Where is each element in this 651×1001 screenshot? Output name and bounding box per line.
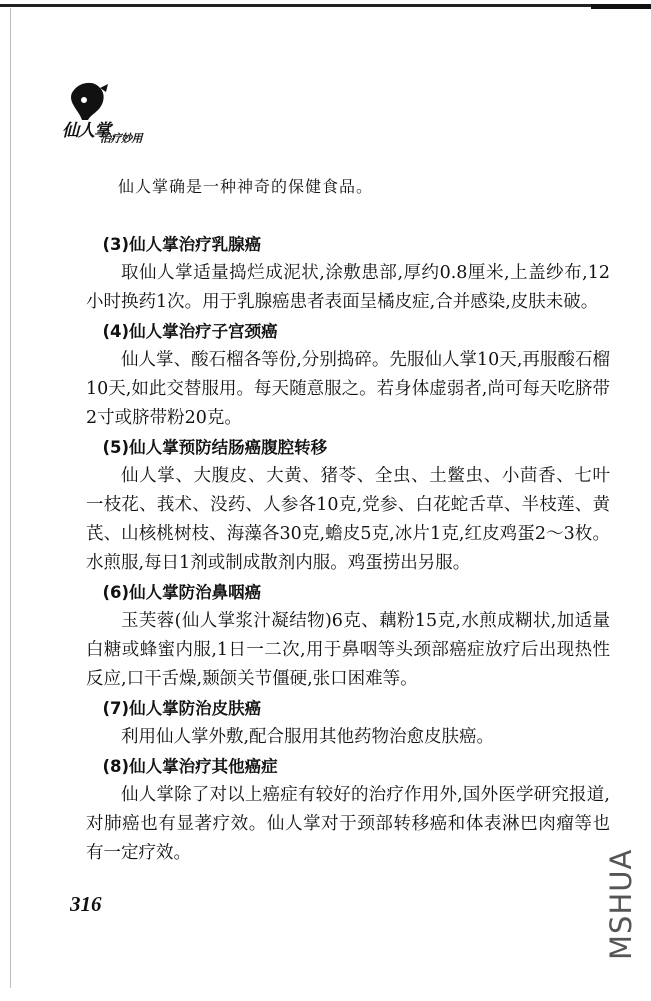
logo-subtitle: 治疗妙用 — [100, 132, 142, 145]
intro-text: 仙人掌确是一种神奇的保健食品。 — [118, 177, 374, 196]
section-body: 利用仙人掌外敷,配合服用其他药物治愈皮肤癌。 — [121, 727, 495, 747]
section-heading: (5)仙人掌预防结肠癌腹腔转移 — [102, 438, 328, 457]
main-content — [86, 172, 610, 868]
watermark: MSHUA — [604, 848, 638, 960]
section-heading: (4)仙人掌治疗子宫颈癌 — [102, 322, 278, 341]
section-heading: (8)仙人掌治疗其他癌症 — [102, 757, 278, 776]
top-rule — [0, 4, 651, 7]
section-body: 取仙人掌适量捣烂成泥状,涂敷患部,厚约0.8厘米,上盖纱布,12小时换药1次。用于乳腺癌患者表面呈橘皮症,合并感染,皮肤未破。 — [86, 263, 610, 312]
page-number: 316 — [70, 892, 102, 916]
header-logo — [60, 80, 230, 155]
section-heading: (3)仙人掌治疗乳腺癌 — [102, 235, 262, 254]
top-rule-end — [591, 4, 651, 9]
section-body: 玉芙蓉(仙人掌浆汁凝结物)6克、藕粉15克,水煎成糊状,加适量白糖或蜂蜜内服,1日一二次,用于鼻咽等头颈部癌症放疗后出现热性反应,口干舌燥,颞颌关节僵硬,张口困难等。 — [86, 611, 610, 689]
section-heading: (7)仙人掌防治皮肤癌 — [102, 699, 262, 718]
section-body: 仙人掌、酸石榴各等份,分别捣碎。先服仙人掌10天,再服酸石榴10天,如此交替服用。每天随意服之。若身体虚弱者,尚可每天吃脐带2寸或脐带粉20克。 — [86, 350, 610, 428]
section-body: 仙人掌、大腹皮、大黄、猪苓、全虫、土鳖虫、小茴香、七叶一枝花、莪术、没药、人参各10克,党参、白花蛇舌草、半枝莲、黄芪、山核桃树枝、海藻各30克,蟾皮5克,冰片1克,红皮鸡蛋2～3枚。水煎服,每日1剂或制成散剂内服。鸡蛋捞出另服。 — [86, 466, 610, 573]
section-heading: (6)仙人掌防治鼻咽癌 — [102, 583, 262, 602]
logo-title: 仙人掌 — [62, 121, 110, 141]
page-left-edge — [10, 8, 11, 988]
section-body: 仙人掌除了对以上癌症有较好的治疗作用外,国外医学研究报道,对肺癌也有显著疗效。仙人掌对于颈部转移癌和体表淋巴肉瘤等也有一定疗效。 — [86, 785, 610, 863]
